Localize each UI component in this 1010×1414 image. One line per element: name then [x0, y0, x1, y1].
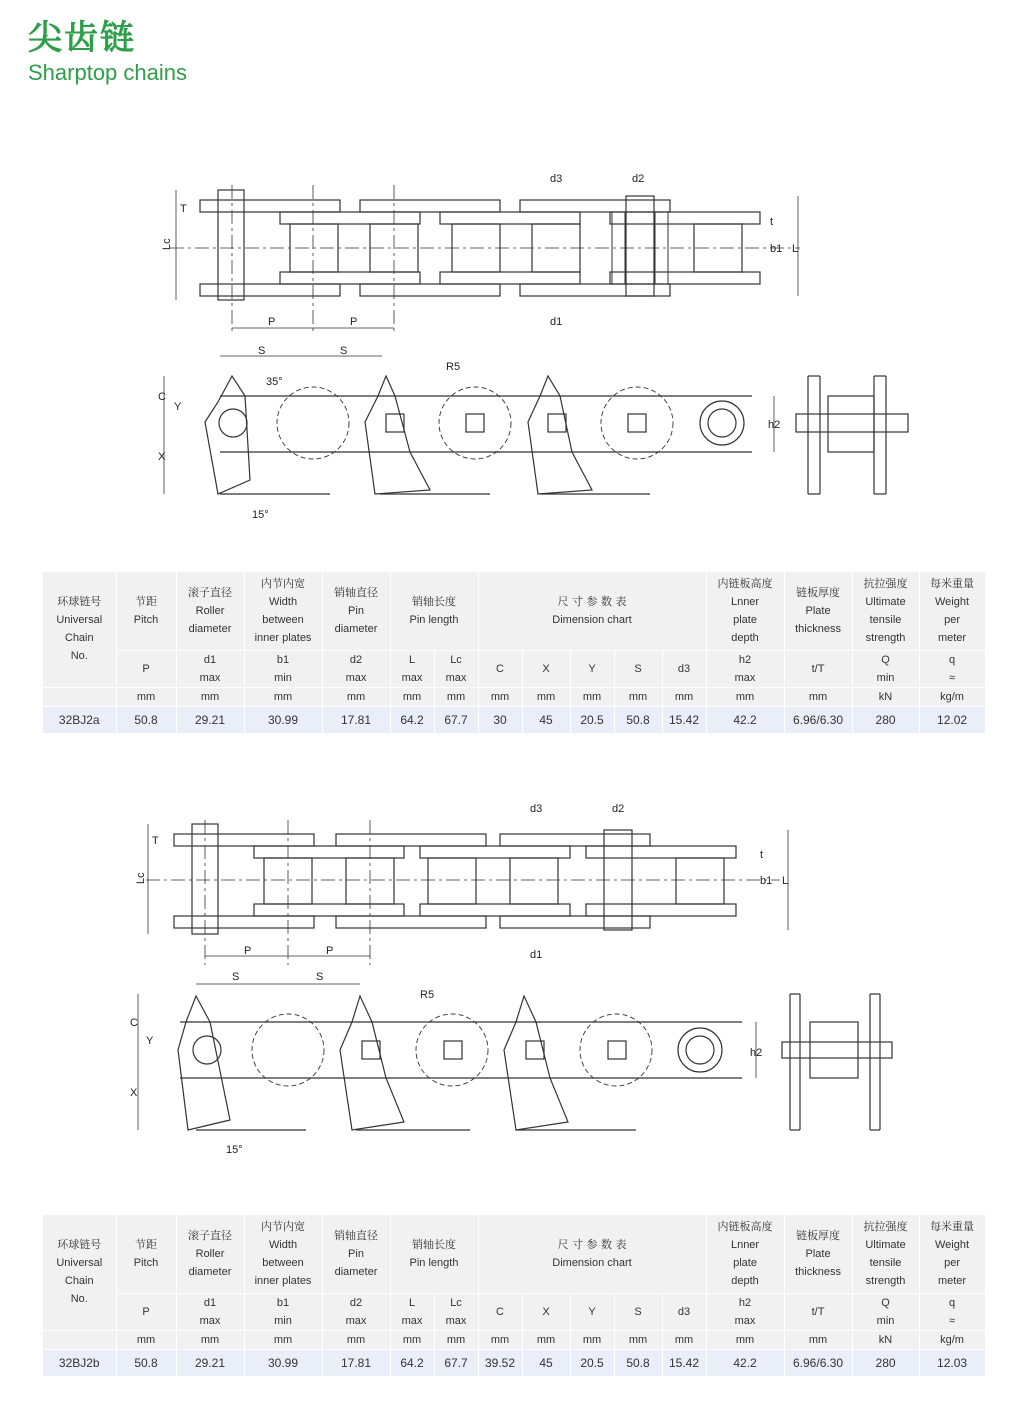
chain-drawing-b [0, 800, 1010, 1170]
label-R-b: R5 [420, 989, 435, 1001]
label-15deg-b: 15° [226, 1144, 243, 1156]
hdr-plate-thick: 链板厚度 Plate thickness [784, 572, 852, 650]
label-d2-b: d2 [612, 803, 625, 815]
label-h2: h2 [768, 419, 781, 431]
sym-Q: Q min [852, 650, 919, 687]
sym-C: C [478, 650, 522, 687]
label-Y-b: Y [146, 1035, 154, 1047]
label-h2-b: h2 [750, 1047, 763, 1059]
outer-plate-top [200, 200, 340, 212]
label-T: T [180, 203, 187, 215]
spec-table-b: 环球链号 Universal Chain No. 节距 Pitch 滚子直径 Roller diameter 内节内宽 Width between inner plates 销轴直径 Pin diameter 销轴长度 Pin length 尺 寸 参 数 表 Dimension chart 内链板高度 Lnner plate depth 链板厚度 Plate thickness 抗拉强度 Ultimate tensile strength 每米重量 Weight per meter P d1 max b1 min d2 max L max Lc max C X Y S d3 h2 max t/T Q min q ≈ mm mm mm mm mm mm mm mm mm mm mm mm mm kN kg/m 32BJ2b 50.8 29.21 30.99 17.81 64.2 67.7 39.52 45 20.5 50.8 15.42 42.2 6.96/6.30 280 12.03 [43, 1215, 986, 1377]
sym-X: X [522, 650, 570, 687]
label-t: t [770, 216, 774, 228]
page-title-cn: 尖齿链 [28, 18, 136, 58]
label-15deg: 15° [252, 509, 269, 521]
label-d3-b: d3 [530, 803, 543, 815]
label-b1: b1 [770, 243, 783, 255]
label-Lc: Lc [161, 238, 173, 250]
page-title-en: Sharptop chains [28, 60, 187, 85]
chain-drawing-a [0, 160, 1010, 530]
hdr-roller: 滚子直径 Roller diameter [176, 572, 244, 650]
label-Y: Y [174, 401, 182, 413]
label-P1: P [268, 316, 276, 328]
label-d1-b: d1 [530, 949, 543, 961]
label-S2-b: S [316, 971, 324, 983]
hdr-width: 内节内宽 Width between inner plates [244, 572, 322, 650]
table-row: 32BJ2b 50.8 29.21 30.99 17.81 64.2 67.7 39.52 45 20.5 50.8 15.42 42.2 6.96/6.30 280 12.03 [43, 1349, 985, 1376]
hdr-pin-len: 销轴长度 Pin length [390, 572, 478, 650]
sym-L: L max [390, 650, 434, 687]
hdr-weight: 每米重量 Weight per meter [919, 572, 985, 650]
label-P1-b: P [244, 945, 252, 957]
sym-Lc: Lc max [434, 650, 478, 687]
label-d1: d1 [550, 316, 563, 328]
spec-table-a: 环球链号 Universal Chain No. 节距 Pitch 滚子直径 Roller diameter 内节内宽 Width between inner plates 销轴直径 Pin diameter 销轴长度 Pin length 尺 寸 参 数 表 Dimension chart 内链板高度 Lnner plate depth 链板厚度 Plate thickness 抗拉强度 Ultimate tensile strength 每米重量 Weight per meter P d1 max b1 min d2 max L max Lc max C X Y S d3 h2 max t/T Q min q ≈ mm mm mm mm mm mm mm mm mm mm mm mm mm kN kg/m 32BJ2a 50.8 29.21 30.99 17.81 64.2 67.7 30 45 20.5 50.8 15.42 42.2 6.96/6.30 280 12.02 [43, 572, 986, 734]
label-Lc-b: Lc [135, 872, 147, 884]
hdr-plate-depth: 内链板高度 Lnner plate depth [706, 572, 784, 650]
sym-tT: t/T [784, 650, 852, 687]
label-C-b: C [130, 1017, 138, 1029]
sym-P: P [116, 650, 176, 687]
label-X: X [158, 451, 166, 463]
table-row: 32BJ2a 50.8 29.21 30.99 17.81 64.2 67.7 30 45 20.5 50.8 15.42 42.2 6.96/6.30 280 12.02 [43, 706, 985, 733]
hdr-pin-dia: 销轴直径 Pin diameter [322, 572, 390, 650]
sym-q: q ≈ [919, 650, 985, 687]
sym-d2: d2 max [322, 650, 390, 687]
label-T-b: T [152, 835, 159, 847]
hdr-dim: 尺 寸 参 数 表 Dimension chart [478, 572, 706, 650]
hdr-pitch: 节距 Pitch [116, 572, 176, 650]
hdr-chain-no: 环球链号 Universal Chain No. [43, 572, 116, 687]
label-C: C [158, 391, 166, 403]
label-d3: d3 [550, 173, 563, 185]
sym-Y: Y [570, 650, 614, 687]
sym-S: S [614, 650, 662, 687]
label-S1-b: S [232, 971, 240, 983]
label-L: L [792, 243, 799, 255]
label-35deg: 35° [266, 376, 283, 388]
label-R: R5 [446, 361, 461, 373]
sym-h2: h2 max [706, 650, 784, 687]
sym-d3: d3 [662, 650, 706, 687]
label-t-b: t [760, 849, 764, 861]
sym-b1: b1 min [244, 650, 322, 687]
label-S2: S [340, 345, 348, 357]
label-b1-b: b1 [760, 875, 773, 887]
label-d2: d2 [632, 173, 645, 185]
hdr-tensile: 抗拉强度 Ultimate tensile strength [852, 572, 919, 650]
label-P2-b: P [326, 945, 334, 957]
sym-d1: d1 max [176, 650, 244, 687]
label-S1: S [258, 345, 266, 357]
label-P2: P [350, 316, 358, 328]
label-L-b: L [782, 875, 789, 887]
label-X-b: X [130, 1087, 138, 1099]
